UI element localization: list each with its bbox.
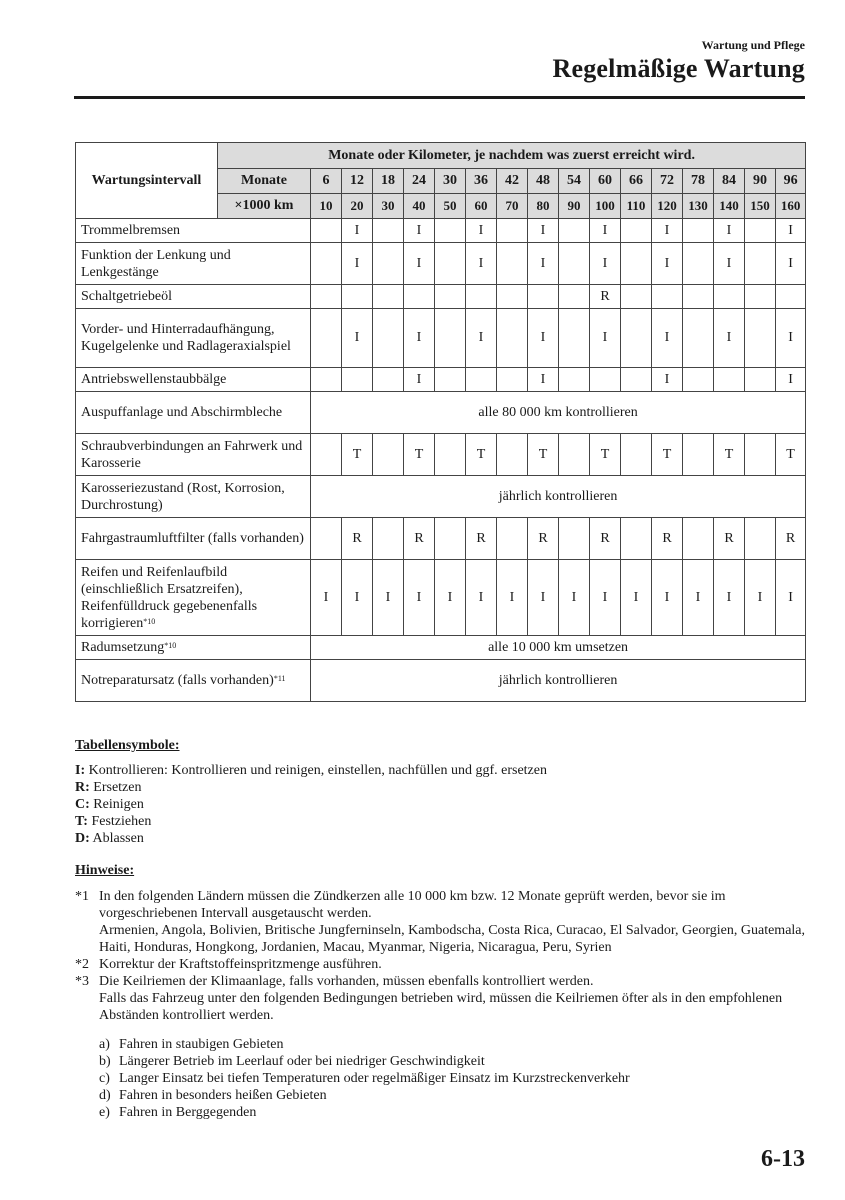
symbol-cell — [373, 368, 404, 392]
symbol-cell: I — [528, 243, 559, 285]
condition-item — [99, 1036, 805, 1053]
note-text: Korrektur der Kraftstoffeinspritzmenge ausführen. — [99, 957, 382, 972]
symbol-cell: I — [714, 560, 745, 636]
table-row — [76, 560, 806, 636]
symbol-cell — [311, 368, 342, 392]
symbol-cell — [714, 368, 745, 392]
item-name — [76, 560, 311, 636]
symbol-cell — [683, 243, 714, 285]
symbol-cell — [621, 285, 652, 309]
note-number: *3 — [75, 974, 89, 989]
legend-symbol: I: — [75, 763, 86, 778]
symbol-cell — [621, 219, 652, 243]
condition-text: Fahren in staubigen Gebieten — [119, 1037, 284, 1052]
symbol-cell: I — [435, 560, 466, 636]
item-name — [76, 392, 311, 434]
symbol-cell: I — [342, 560, 373, 636]
table-row — [76, 476, 806, 518]
symbol-cell — [683, 285, 714, 309]
symbol-cell — [373, 309, 404, 368]
symbol-cell — [435, 285, 466, 309]
symbol-cell — [435, 434, 466, 476]
item-label: Antriebswellenstaubbälge — [81, 372, 227, 387]
km-label: ×1000 km — [218, 194, 311, 219]
symbol-cell — [435, 243, 466, 285]
month-cell: 96 — [776, 169, 806, 194]
note-text: Falls das Fahrzeug unter den folgenden Bedingungen betrieben wird, müssen die Keilriemen öfter als in den empfohlenen Abständen kontrolliert werden. — [99, 991, 783, 1023]
note-number: *1 — [75, 889, 89, 904]
month-cell: 48 — [528, 169, 559, 194]
symbol-cell — [497, 219, 528, 243]
item-label: Notreparatursatz (falls vorhanden) — [81, 673, 274, 688]
symbol-cell — [745, 518, 776, 560]
symbol-cell: I — [590, 309, 621, 368]
item-name — [76, 243, 311, 285]
item-label: Schaltgetriebeöl — [81, 289, 172, 304]
symbol-cell — [559, 368, 590, 392]
condition-letter: d) — [99, 1088, 111, 1103]
item-name — [76, 660, 311, 702]
km-cell: 80 — [528, 194, 559, 219]
legend-text: Reinigen — [93, 797, 144, 812]
symbol-cell: R — [590, 518, 621, 560]
symbol-cell — [683, 368, 714, 392]
condition-letter: c) — [99, 1071, 110, 1086]
symbol-cell — [311, 219, 342, 243]
item-name — [76, 636, 311, 660]
symbol-cell: I — [590, 243, 621, 285]
legend-item — [75, 796, 805, 813]
km-cell: 140 — [714, 194, 745, 219]
table-row — [76, 636, 806, 660]
symbol-cell — [559, 219, 590, 243]
symbol-cell: I — [404, 309, 435, 368]
symbol-cell: I — [404, 560, 435, 636]
condition-item — [99, 1104, 805, 1121]
symbol-cell: T — [528, 434, 559, 476]
symbol-cell: I — [404, 368, 435, 392]
symbol-cell — [497, 368, 528, 392]
symbol-cell — [652, 285, 683, 309]
symbol-cell: R — [528, 518, 559, 560]
symbol-cell: I — [652, 368, 683, 392]
note-text: In den folgenden Ländern müssen die Zündkerzen alle 10 000 km bzw. 12 Monate geprüft werden, bevor sie im vorgeschriebenen Intervall ausgetauscht werden. — [99, 889, 726, 921]
symbol-cell: I — [311, 560, 342, 636]
item-label: Reifen und Reifenlaufbild (einschließlich Ersatzreifen), Reifenfülldruck gegebenenfalls korrigieren — [81, 564, 258, 631]
footnote-ref: *11 — [273, 674, 286, 683]
symbol-cell: I — [776, 243, 806, 285]
symbol-cell — [311, 243, 342, 285]
item-name — [76, 368, 311, 392]
symbol-cell — [621, 243, 652, 285]
symbol-cell: R — [590, 285, 621, 309]
conditions-list — [75, 1036, 805, 1121]
symbol-cell — [683, 219, 714, 243]
legend-symbol: C: — [75, 797, 90, 812]
symbol-cell: R — [466, 518, 497, 560]
symbol-cell — [683, 309, 714, 368]
symbol-cell — [621, 309, 652, 368]
item-name — [76, 285, 311, 309]
month-cell: 24 — [404, 169, 435, 194]
condition-text: Fahren in besonders heißen Gebieten — [119, 1088, 327, 1103]
symbol-cell: I — [714, 309, 745, 368]
symbol-cell: I — [776, 560, 806, 636]
symbol-cell — [683, 518, 714, 560]
km-cell: 120 — [652, 194, 683, 219]
item-name — [76, 476, 311, 518]
table-row — [76, 309, 806, 368]
symbol-cell — [745, 219, 776, 243]
month-cell: 90 — [745, 169, 776, 194]
interval-header: Wartungsintervall — [76, 143, 218, 219]
symbol-cell: I — [683, 560, 714, 636]
symbol-cell: I — [652, 309, 683, 368]
symbol-cell: I — [776, 368, 806, 392]
table-row — [76, 434, 806, 476]
symbol-cell — [559, 434, 590, 476]
table-row — [76, 392, 806, 434]
symbol-cell: I — [342, 243, 373, 285]
legend — [75, 737, 805, 847]
condition-item — [99, 1070, 805, 1087]
symbol-cell: T — [466, 434, 497, 476]
symbol-cell: I — [714, 219, 745, 243]
symbol-cell — [435, 309, 466, 368]
symbol-cell — [373, 243, 404, 285]
symbol-cell — [559, 518, 590, 560]
condition-item — [99, 1053, 805, 1070]
symbol-cell: I — [404, 219, 435, 243]
legend-symbol: R: — [75, 780, 90, 795]
symbol-cell — [745, 368, 776, 392]
item-label: Vorder- und Hinterradaufhängung, Kugelgelenke und Radlageraxialspiel — [81, 322, 291, 354]
item-name — [76, 518, 311, 560]
symbol-cell — [435, 368, 466, 392]
symbol-cell: I — [466, 243, 497, 285]
symbol-cell: I — [621, 560, 652, 636]
month-cell: 78 — [683, 169, 714, 194]
legend-symbol: T: — [75, 814, 88, 829]
maintenance-table — [75, 142, 806, 702]
table-row — [76, 368, 806, 392]
km-cell: 40 — [404, 194, 435, 219]
symbol-cell — [311, 309, 342, 368]
item-name — [76, 219, 311, 243]
page-title: Regelmäßige Wartung — [552, 54, 805, 83]
table-row — [76, 285, 806, 309]
item-label: Karosseriezustand (Rost, Korrosion, Durchrostung) — [81, 480, 285, 513]
month-cell: 72 — [652, 169, 683, 194]
span-header: Monate oder Kilometer, je nachdem was zuerst erreicht wird. — [218, 143, 806, 169]
note-countries: Armenien, Angola, Bolivien, Britische Jungferninseln, Kambodscha, Costa Rica, Curacao, El Salvador, Georgien, Guatemala, Haiti, Honduras, Hongkong, Jordanien, Macau, Myanmar, Nigeria, Nicaragua, Peru, Syrien — [99, 923, 806, 955]
symbol-cell: T — [714, 434, 745, 476]
span-cell: alle 80 000 km kontrollieren — [311, 392, 806, 434]
span-cell: jährlich kontrollieren — [311, 660, 806, 702]
km-cell: 150 — [745, 194, 776, 219]
symbol-cell: I — [590, 560, 621, 636]
note-3 — [75, 973, 805, 1024]
km-cell: 10 — [311, 194, 342, 219]
month-cell: 36 — [466, 169, 497, 194]
km-cell: 50 — [435, 194, 466, 219]
symbol-cell: I — [528, 309, 559, 368]
span-cell: alle 10 000 km umsetzen — [311, 636, 806, 660]
symbol-cell: R — [776, 518, 806, 560]
symbol-cell: I — [528, 560, 559, 636]
item-label: Auspuffanlage und Abschirmbleche — [81, 405, 283, 420]
symbol-cell — [311, 285, 342, 309]
symbol-cell: T — [404, 434, 435, 476]
symbol-cell: I — [590, 219, 621, 243]
legend-text: Festziehen — [91, 814, 152, 829]
table-row — [76, 660, 806, 702]
symbol-cell — [342, 368, 373, 392]
symbol-cell: I — [776, 309, 806, 368]
condition-item — [99, 1087, 805, 1104]
months-label: Monate — [218, 169, 311, 194]
symbol-cell — [621, 434, 652, 476]
table-row — [76, 243, 806, 285]
legend-item — [75, 830, 805, 847]
item-label: Radumsetzung — [81, 640, 165, 655]
month-cell: 6 — [311, 169, 342, 194]
symbol-cell — [466, 285, 497, 309]
condition-letter: b) — [99, 1054, 111, 1069]
symbol-cell — [559, 243, 590, 285]
symbol-cell — [342, 285, 373, 309]
symbol-cell — [528, 285, 559, 309]
symbol-cell — [745, 434, 776, 476]
symbol-cell — [497, 243, 528, 285]
symbol-cell: I — [776, 219, 806, 243]
span-cell: jährlich kontrollieren — [311, 476, 806, 518]
symbol-cell — [373, 285, 404, 309]
notes-title: Hinweise: — [75, 863, 135, 878]
symbol-cell: T — [776, 434, 806, 476]
symbol-cell: I — [373, 560, 404, 636]
km-cell: 100 — [590, 194, 621, 219]
km-cell: 70 — [497, 194, 528, 219]
legend-item — [75, 762, 805, 779]
km-cell: 130 — [683, 194, 714, 219]
month-cell: 18 — [373, 169, 404, 194]
symbol-cell: I — [404, 243, 435, 285]
symbol-cell: T — [652, 434, 683, 476]
symbol-cell: I — [466, 219, 497, 243]
symbol-cell — [745, 309, 776, 368]
symbol-cell: R — [404, 518, 435, 560]
km-cell: 90 — [559, 194, 590, 219]
month-cell: 42 — [497, 169, 528, 194]
symbol-cell: I — [466, 560, 497, 636]
symbol-cell — [621, 368, 652, 392]
header-rule — [74, 96, 805, 99]
item-label: Fahrgastraumluftfilter (falls vorhanden) — [81, 531, 304, 546]
symbol-cell — [776, 285, 806, 309]
month-cell: 54 — [559, 169, 590, 194]
condition-letter: e) — [99, 1105, 110, 1120]
symbol-cell: I — [342, 309, 373, 368]
symbol-cell: I — [652, 243, 683, 285]
symbol-cell: R — [342, 518, 373, 560]
legend-symbol: D: — [75, 831, 90, 846]
symbol-cell — [745, 243, 776, 285]
symbol-cell — [311, 518, 342, 560]
symbol-cell — [497, 518, 528, 560]
symbol-cell — [621, 518, 652, 560]
month-cell: 12 — [342, 169, 373, 194]
km-cell: 20 — [342, 194, 373, 219]
symbol-cell: I — [528, 219, 559, 243]
symbol-cell — [683, 434, 714, 476]
symbol-cell: I — [745, 560, 776, 636]
symbol-cell — [435, 518, 466, 560]
page-number: 6-13 — [761, 1146, 805, 1172]
symbol-cell — [373, 219, 404, 243]
footnote-ref: *10 — [143, 616, 156, 626]
table-row — [76, 518, 806, 560]
month-cell: 84 — [714, 169, 745, 194]
note-text: Die Keilriemen der Klimaanlage, falls vorhanden, müssen ebenfalls kontrolliert werden. — [99, 974, 594, 989]
km-cell: 110 — [621, 194, 652, 219]
symbol-cell — [497, 309, 528, 368]
legend-text: Ersetzen — [93, 780, 142, 795]
km-cell: 30 — [373, 194, 404, 219]
legend-item — [75, 779, 805, 796]
note-number: *2 — [75, 957, 89, 972]
symbol-cell — [311, 434, 342, 476]
item-label: Trommelbremsen — [81, 223, 181, 238]
symbol-cell: I — [559, 560, 590, 636]
note-2 — [75, 956, 805, 973]
symbol-cell: I — [466, 309, 497, 368]
section-label: Wartung und Pflege — [701, 38, 805, 52]
month-cell: 30 — [435, 169, 466, 194]
symbol-cell: I — [652, 219, 683, 243]
notes — [75, 862, 805, 1121]
item-label: Funktion der Lenkung und Lenkgestänge — [81, 247, 231, 280]
symbol-cell: I — [497, 560, 528, 636]
condition-letter: a) — [99, 1037, 110, 1052]
symbol-cell: R — [714, 518, 745, 560]
table-row — [76, 219, 806, 243]
symbol-cell: T — [342, 434, 373, 476]
item-name — [76, 434, 311, 476]
condition-text: Längerer Betrieb im Leerlauf oder bei niedriger Geschwindigkeit — [119, 1054, 485, 1069]
legend-text: Ablassen — [92, 831, 144, 846]
condition-text: Langer Einsatz bei tiefen Temperaturen oder regelmäßiger Einsatz im Kurzstreckenverkehr — [119, 1071, 630, 1086]
symbol-cell — [373, 434, 404, 476]
legend-title: Tabellensymbole: — [75, 738, 180, 753]
km-cell: 60 — [466, 194, 497, 219]
month-cell: 60 — [590, 169, 621, 194]
symbol-cell — [373, 518, 404, 560]
symbol-cell: I — [652, 560, 683, 636]
symbol-cell — [404, 285, 435, 309]
symbol-cell — [497, 434, 528, 476]
month-cell: 66 — [621, 169, 652, 194]
symbol-cell — [435, 219, 466, 243]
legend-text: Kontrollieren: Kontrollieren und reinigen, einstellen, nachfüllen und ggf. ersetzen — [88, 763, 547, 778]
symbol-cell: I — [528, 368, 559, 392]
note-1 — [75, 888, 805, 956]
legend-item — [75, 813, 805, 830]
item-name — [76, 309, 311, 368]
symbol-cell: R — [652, 518, 683, 560]
symbol-cell — [497, 285, 528, 309]
symbol-cell — [559, 309, 590, 368]
symbol-cell — [559, 285, 590, 309]
symbol-cell — [745, 285, 776, 309]
symbol-cell: T — [590, 434, 621, 476]
symbol-cell: I — [342, 219, 373, 243]
km-cell: 160 — [776, 194, 806, 219]
symbol-cell — [714, 285, 745, 309]
symbol-cell — [590, 368, 621, 392]
footnote-ref: *10 — [164, 641, 177, 650]
symbol-cell — [466, 368, 497, 392]
symbol-cell: I — [714, 243, 745, 285]
condition-text: Fahren in Berggegenden — [119, 1105, 257, 1120]
item-label: Schraubverbindungen an Fahrwerk und Karosserie — [81, 438, 303, 471]
